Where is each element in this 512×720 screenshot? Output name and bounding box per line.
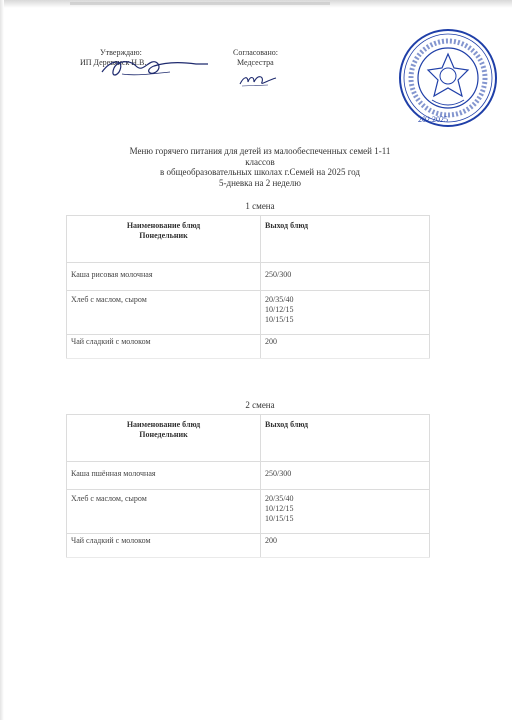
shift-1-menu-table [66, 215, 430, 359]
table-row [67, 490, 430, 534]
header-day-label: Понедельник [139, 430, 188, 439]
dish-output: 200 [261, 335, 430, 359]
title-line-3: в общеобразовательных школах г.Семей на 2025 год [160, 167, 360, 177]
shift-2-label: 2 смена [245, 400, 275, 410]
dish-output: 250/300 [261, 263, 430, 291]
approved-by: ИП Деревянск Н.В. [80, 58, 147, 67]
dish-output [261, 291, 430, 335]
header-output: Выход блюд [261, 216, 430, 263]
approver-signature [92, 54, 212, 84]
header-dish-label: Наименование блюд [126, 420, 201, 429]
header-output: Выход блюд [261, 415, 430, 462]
table-header-row [67, 415, 430, 462]
table-row [67, 335, 430, 359]
document-title [70, 146, 450, 188]
table-row [67, 291, 430, 335]
nurse-signature [238, 72, 278, 88]
output-value: 20/35/40 [265, 494, 294, 503]
dish-output [261, 490, 430, 534]
shift-1-label: 1 смена [245, 201, 275, 211]
output-value: 10/12/15 [265, 305, 294, 314]
dish-name: Хлеб с маслом, сыром [67, 490, 261, 534]
title-line-2: классов [245, 156, 275, 167]
table-row [67, 462, 430, 490]
agreed-label: Согласовано: [233, 48, 279, 57]
dish-name: Каша пшённая молочная [67, 462, 261, 490]
title-line-1: Меню горячего питания для детей из малообеспеченных семей 1-11 [129, 146, 391, 156]
header-dish-name [67, 415, 261, 462]
approved-label: Утверждаю: [100, 48, 142, 57]
scan-edge-left [0, 0, 4, 720]
table-row [67, 263, 430, 291]
title-line-4: 5-дневка на 2 неделю [219, 177, 301, 188]
dish-output: 200 [261, 534, 430, 558]
header-dish-name [67, 216, 261, 263]
agreed-by: Медсестра [237, 58, 274, 67]
scan-edge-top [0, 0, 512, 8]
output-value: 10/12/15 [265, 504, 294, 513]
dish-name: Чай сладкий с молоком [67, 534, 261, 558]
output-value: 10/15/15 [265, 514, 294, 523]
dish-name: Каша рисовая молочная [67, 263, 261, 291]
shift-2-menu-table [66, 414, 430, 558]
table-header-row [67, 216, 430, 263]
header-dish-label: Наименование блюд [126, 221, 201, 230]
official-stamp [396, 26, 500, 130]
dish-name: Хлеб с маслом, сыром [67, 291, 261, 335]
output-value: 20/35/40 [265, 295, 294, 304]
dish-output: 250/300 [261, 462, 430, 490]
output-value: 10/15/15 [265, 315, 294, 324]
table-row [67, 534, 430, 558]
stamp-date: 202.2025 [418, 115, 448, 124]
agreement-block [233, 48, 278, 68]
dish-name: Чай сладкий с молоком [67, 335, 261, 359]
header-day-label: Понедельник [139, 231, 188, 240]
